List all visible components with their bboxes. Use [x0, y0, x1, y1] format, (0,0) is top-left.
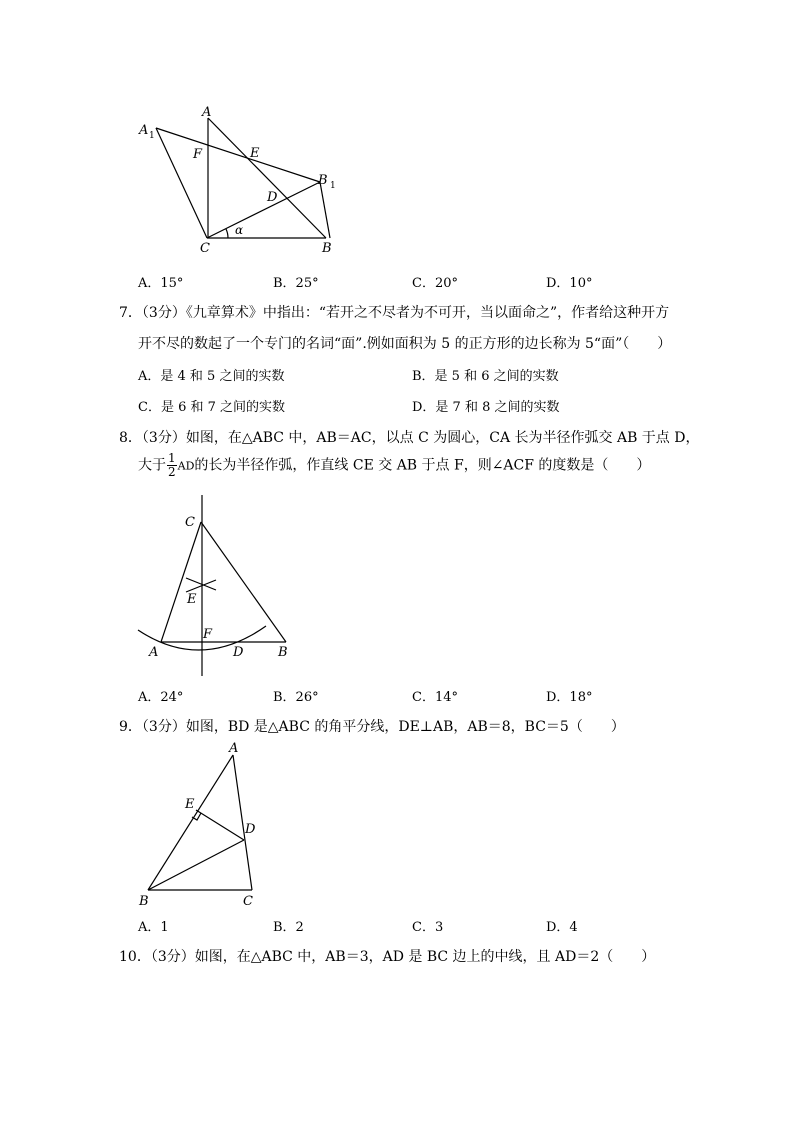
q9-option-b: B．2	[273, 920, 304, 935]
q8-option-c: C．14°	[412, 690, 458, 705]
q8-label-B: B	[278, 645, 288, 660]
q8-label-C: C	[185, 515, 195, 530]
q9-stem-line1: 9．（3分）如图，BD 是△ABC 的角平分线，DE⊥AB，AB＝8，BC＝5（ ）	[119, 719, 625, 735]
q8-option-b: B．26°	[273, 690, 319, 705]
q6-label-C: C	[200, 241, 210, 256]
q6-label-B1-sub: 1	[330, 181, 336, 191]
q9-label-B: B	[139, 894, 149, 909]
q7-stem-line1: 7．（3分）《九章算术》中指出：“若开之不尽者为不可开，当以面命之”，作者给这种开方	[119, 305, 670, 321]
segment-B-D	[148, 840, 244, 890]
q9-option-a: A．1	[138, 920, 169, 935]
q7-option-d: D．是 7 和 8 之间的实数	[412, 400, 560, 415]
q9-label-A: A	[229, 741, 239, 756]
q7-stem-line2: 开不尽的数起了一个专门的名词“面”.例如面积为 5 的正方形的边长称为 5“面”（ ）	[138, 336, 672, 352]
q8-frac-num: 1	[168, 451, 176, 465]
q9-label-C: C	[243, 894, 253, 909]
q6-label-A: A	[202, 105, 212, 120]
q9-label-E: E	[185, 797, 195, 812]
q6-label-B: B	[322, 241, 332, 256]
q6-option-c: C．20°	[412, 276, 458, 291]
q6-label-F: F	[193, 147, 203, 162]
q10-stem-line1: 10．（3分）如图，在△ABC 中，AB＝3，AD 是 BC 边上的中线，且 AD＝2（ ）	[119, 949, 656, 965]
q6-label-D: D	[267, 190, 278, 205]
q6-option-b: B．25°	[273, 276, 319, 291]
q8-label-E: E	[187, 592, 197, 607]
q9-option-d: D．4	[546, 920, 578, 935]
q8-frac-after: AD	[177, 459, 195, 473]
q8-label-F: F	[203, 627, 213, 642]
q6-option-d: D．10°	[546, 276, 593, 291]
q9-label-D: D	[245, 822, 256, 837]
q6-label-E: E	[250, 146, 260, 161]
q8-option-a: A．24°	[138, 690, 184, 705]
q8-label-D: D	[233, 645, 244, 660]
q6-label-A1: A	[139, 123, 149, 138]
q8-frac-den: 2	[168, 465, 176, 479]
q8-stem-line1: 8．（3分）如图，在△ABC 中，AB＝AC，以点 C 为圆心，CA 长为半径作弧交 AB 于点 D，	[119, 430, 700, 446]
q6-label-A1-sub: 1	[149, 131, 155, 141]
q6-option-a: A．15°	[138, 276, 184, 291]
q6-label-alpha: α	[235, 223, 244, 237]
q7-option-a: A．是 4 和 5 之间的实数	[138, 369, 285, 384]
q8-option-d: D．18°	[546, 690, 593, 705]
segment-D-E	[196, 810, 244, 840]
q7-option-b: B．是 5 和 6 之间的实数	[412, 369, 559, 384]
q8-stem-prefix: 大于	[138, 457, 166, 474]
segment-A-B	[148, 755, 233, 890]
q6-label-B1: B	[318, 173, 328, 188]
q7-option-c: C．是 6 和 7 之间的实数	[138, 400, 286, 415]
q8-label-A: A	[149, 645, 159, 660]
q8-stem-suffix: 的长为半径作弧，作直线 CE 交 AB 于点 F，则∠ACF 的度数是（ ）	[194, 457, 651, 474]
q9-option-c: C．3	[412, 920, 444, 935]
